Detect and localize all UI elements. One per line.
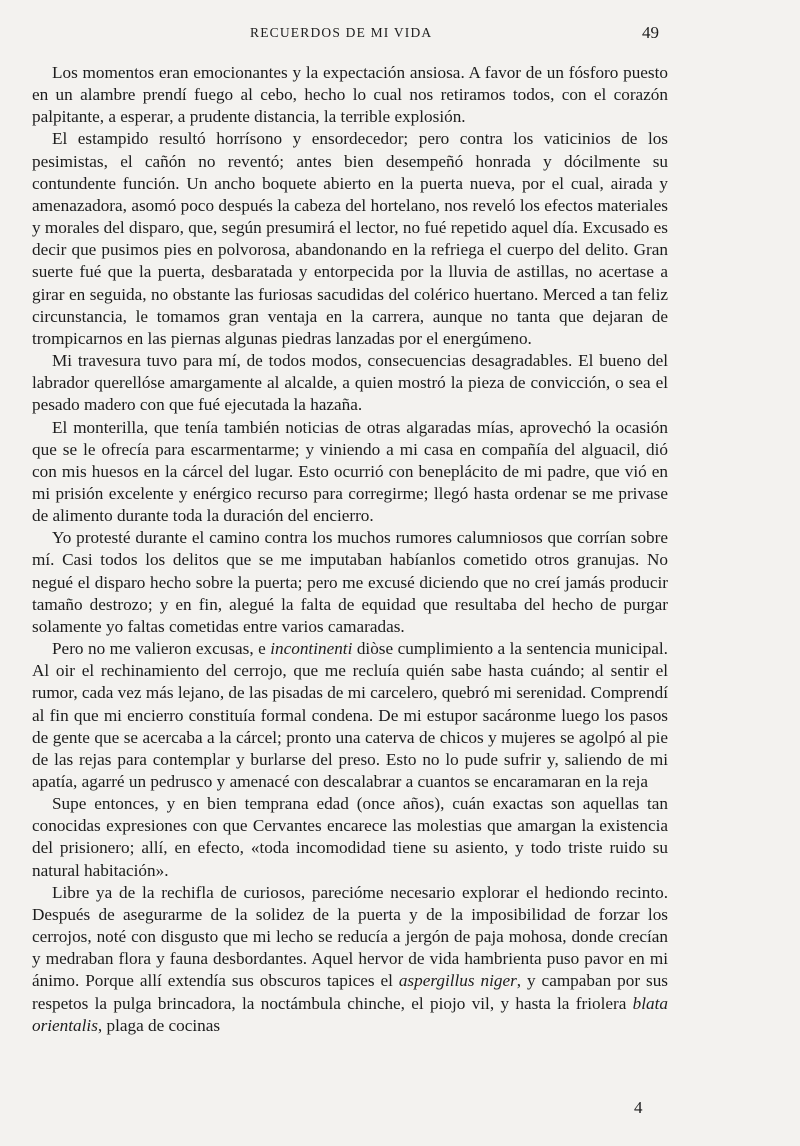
text-run: El monterilla, que tenía también noticias de otras algaradas mías, aprovechó la ocasión que se le ofrecía para escarmentarme; y viniendo a mi casa en compañía del alguacil, dió con mis huesos en la cárcel del lugar. Esto ocurrió con beneplácito de mi padre, que vió en mi prisión excelente y enérgico recurso para corregirme; llegó hasta ordenar se me privase de alimento durante toda la duración del encierro. [32, 417, 668, 526]
printer-signature-mark: 4 [634, 1098, 643, 1117]
paragraph [32, 350, 668, 416]
text-run: Supe entonces, y en bien temprana edad (once años), cuán exactas son aquellas tan conocidas expresiones con que Cervantes encarece las molestias que amargan la existencia del prisionero; allí, en efecto, «toda incomodidad tiene su asiento, y todo triste ruido su natural habitación». [32, 794, 668, 880]
paragraph [32, 793, 668, 882]
paragraph [32, 128, 668, 350]
paragraph [32, 417, 668, 528]
running-title: RECUERDOS DE MI VIDA [250, 25, 433, 40]
paragraph [32, 527, 668, 638]
text-run: Los momentos eran emocionantes y la expectación ansiosa. A favor de un fósforo puesto en un alambre prendí fuego al cebo, hecho lo cual nos retiramos todos, con el corazón palpitante, a esperar, a prudente distancia, la terrible explosión. [32, 63, 668, 127]
text-run: El estampido resultó horrísono y ensordecedor; pero contra los vaticinios de los pesimistas, el cañón no reventó; antes bien desempeñó honrada y dócilmente su contundente función. Un ancho boquete abierto en la puerta nueva, por el cual, airada y amenazadora, asomó poco después la cabeza del hortelano, nos reveló los efectos materiales y morales del disparo, que, según presumirá el lector, no fué repetido aquel día. Excusado es decir que pusimos pies en polvorosa, abandonando en la refriega el cuerpo del delito. Gran suerte fué que la puerta, desbaratada y entorpecida por la lluvia de astillas, no acertase a girar en seguida, no obstante las furiosas sacudidas del colérico huertano. Merced a tan feliz circunstancia, le tomamos gran ventaja en la carrera, aunque no tanta que dejaran de trompicarnos en las piernas algunas piedras lanzadas por el energúmeno. [32, 129, 668, 348]
page-number: 49 [642, 23, 659, 42]
text-run: Pero no me valieron excusas, e [52, 639, 271, 659]
paragraph [32, 882, 668, 1037]
body-text [32, 62, 668, 1037]
paragraph [32, 62, 668, 128]
text-run: diòse cumplimiento a la sentencia municipal. Al oir el rechinamiento del cerrojo, que me recluía quién sabe hasta cuándo; al sentir el rumor, cada vez más lejano, de las pisadas de mi carcelero, quebró mi serenidad. Comprendí al fin que mi encierro constituía formal condena. De mi estupor sacáronme luego los pasos de gente que se acercaba a la cárcel; pronto una caterva de chicos y mujeres se agolpó al pie de las rejas para contemplar y burlarse del preso. Esto no lo pude sufrir y, saliendo de mi apatía, agarré un pedrusco y amenacé con descalabrar a cuantos se encaramaran en la reja [32, 639, 668, 791]
italic-term: incontinenti [270, 639, 353, 659]
italic-term: aspergillus niger [398, 971, 517, 991]
text-run: Libre ya de la rechifla de curiosos, parecióme necesario explorar el hediondo recinto. Después de asegurarme de la solidez de la puerta y de la imposibilidad de forzar los cerrojos, noté con disgusto que mi lecho se reducía a jergón de paja mohosa, donde crecían y medraban flora y fauna desbordantes. Aquel hervor de vida hambrienta puso pavor en mi ánimo. Porque allí extendía sus obscuros tapices el [32, 882, 668, 991]
running-head [0, 20, 800, 44]
text-run: , plaga de cocinas [97, 1015, 221, 1035]
text-run: , y campaban por sus respetos la pulga brincadora, la noctámbula chinche, el piojo vil, y hasta la friolera [32, 971, 668, 1013]
paragraph [32, 638, 668, 793]
text-run: Mi travesura tuvo para mí, de todos modos, consecuencias desagradables. El bueno del labrador querellóse amargamente al alcalde, a quien mostró la pieza de convicción, o sea el pesado madero con que fué ejecutada la hazaña. [32, 351, 668, 415]
text-run: Yo protesté durante el camino contra los muchos rumores calumniosos que corrían sobre mí. Casi todos los delitos que se me imputaban habíanlos cometido otros granujas. No negué el disparo hecho sobre la puerta; pero me excusé diciendo que no creí jamás producir tamaño destrozo; y en fin, alegué la falta de equidad que resultaba del hecho de purgar solamente yo faltas cometidas entre varios camaradas. [32, 528, 668, 636]
italic-term: blata orientalis [32, 993, 668, 1035]
